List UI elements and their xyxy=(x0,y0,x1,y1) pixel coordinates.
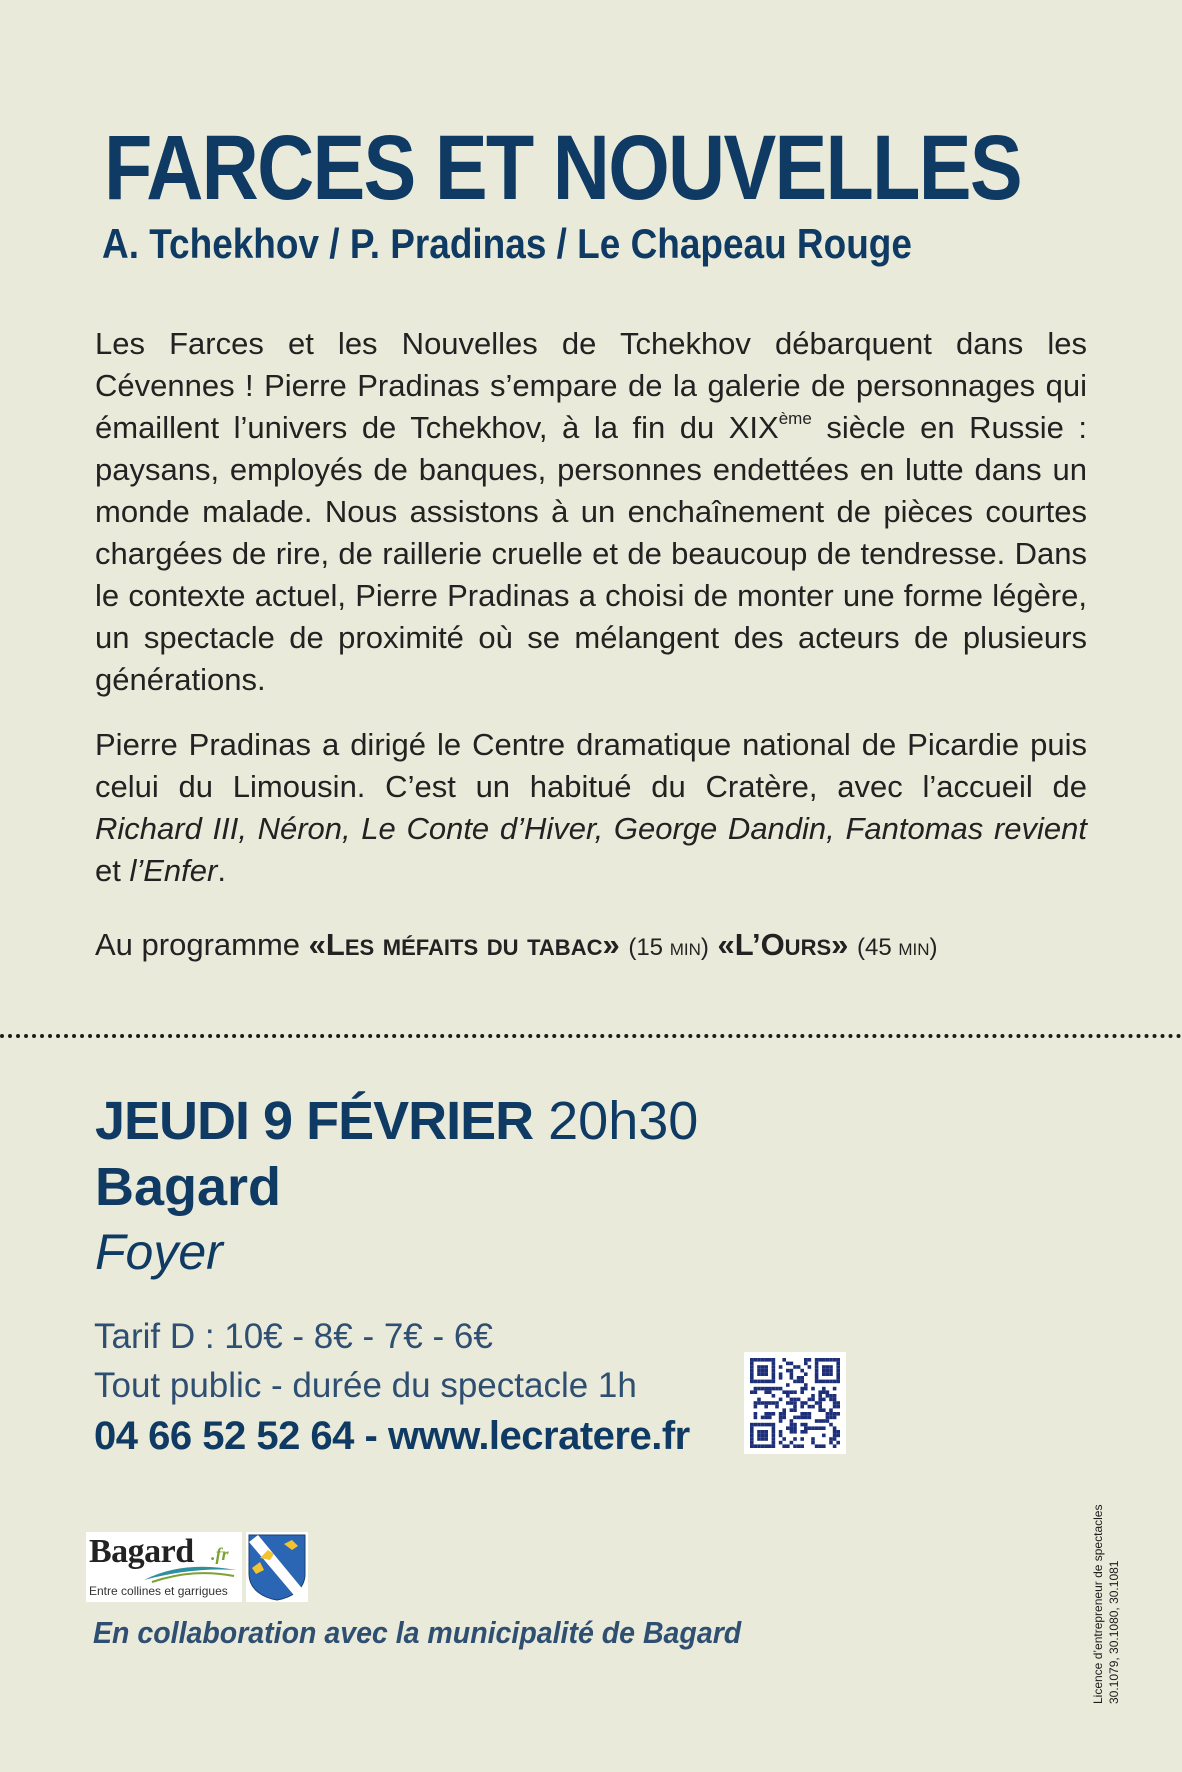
bagard-logo-suffix: .fr xyxy=(211,1544,229,1564)
license-label: Licence d’entrepreneur de spectacles xyxy=(1091,1504,1105,1704)
price-info: Tarif D : 10€ - 8€ - 7€ - 6€ xyxy=(94,1317,493,1356)
contact-info[interactable]: 04 66 52 52 64 - www.lecratere.fr xyxy=(94,1414,690,1458)
programme-duration-1: (15 min) xyxy=(628,934,709,961)
audience-duration-info: Tout public - durée du spectacle 1h xyxy=(94,1366,637,1405)
programme-label: Au programme xyxy=(95,927,309,962)
description-text-start: Les Farces et les Nouvelles de Tchekhov débarquent dans les Cévennes ! Pierre Pradinas s’empare de la galerie de personnages qui émaillent l’univers de Tchekhov, à la fin du XIX xyxy=(95,326,1087,445)
show-credits: A. Tchekhov / P. Pradinas / Le Chapeau Rouge xyxy=(102,220,912,267)
description-superscript: ème xyxy=(778,408,812,428)
license-numbers: 30.1079, 30.1080, 30.1081 xyxy=(1107,1560,1121,1704)
bio-works-list: Richard III, Néron, Le Conte d’Hiver, George Dandin, Fantomas revient xyxy=(95,811,1087,846)
bagard-logo-tagline: Entre collines et garrigues xyxy=(89,1584,228,1598)
bio-last-work: l’Enfer xyxy=(129,853,218,888)
event-date-line xyxy=(95,1090,698,1152)
programme-line xyxy=(95,924,938,969)
show-description xyxy=(95,323,1087,701)
event-time: 20h30 xyxy=(548,1091,699,1151)
event-date: JEUDI 9 FÉVRIER xyxy=(95,1091,534,1151)
bio-connector: et xyxy=(95,853,130,888)
event-town: Bagard xyxy=(95,1157,282,1217)
qr-code-icon[interactable] xyxy=(744,1352,846,1454)
programme-duration-2: (45 min) xyxy=(857,934,938,961)
event-venue: Foyer xyxy=(95,1224,223,1280)
bagard-logo-name: Bagard xyxy=(89,1533,194,1570)
license-info xyxy=(1090,1486,1126,1704)
logo-swoosh-icon xyxy=(142,1562,238,1584)
coat-of-arms-icon xyxy=(246,1532,308,1602)
bagard-logo xyxy=(86,1532,242,1602)
show-title: FARCES ET NOUVELLES xyxy=(104,117,1021,219)
director-bio xyxy=(95,724,1087,892)
bio-intro: Pierre Pradinas a dirigé le Centre dramatique national de Picardie puis celui du Limousin. C’est un habitué du Cratère, avec l’accueil de xyxy=(95,727,1087,804)
description-text-end: siècle en Russie : paysans, employés de banques, personnes endettées en lutte dans un monde malade. Nous assistons à un enchaînement de pièces courtes chargées de rire, de raillerie cruelle et de beaucoup de tendresse. Dans le contexte actuel, Pierre Pradinas a choisi de monter une forme légère, un spectacle de proximité où se mélangent des acteurs de plusieurs générations. xyxy=(95,410,1087,697)
bio-end: . xyxy=(217,853,226,888)
programme-piece-1: «Les méfaits du tabac» xyxy=(308,927,620,962)
dotted-divider xyxy=(0,1034,1182,1038)
collaboration-text: En collaboration avec la municipalité de Bagard xyxy=(93,1615,742,1650)
programme-piece-2: «L’Ours» xyxy=(717,927,849,962)
